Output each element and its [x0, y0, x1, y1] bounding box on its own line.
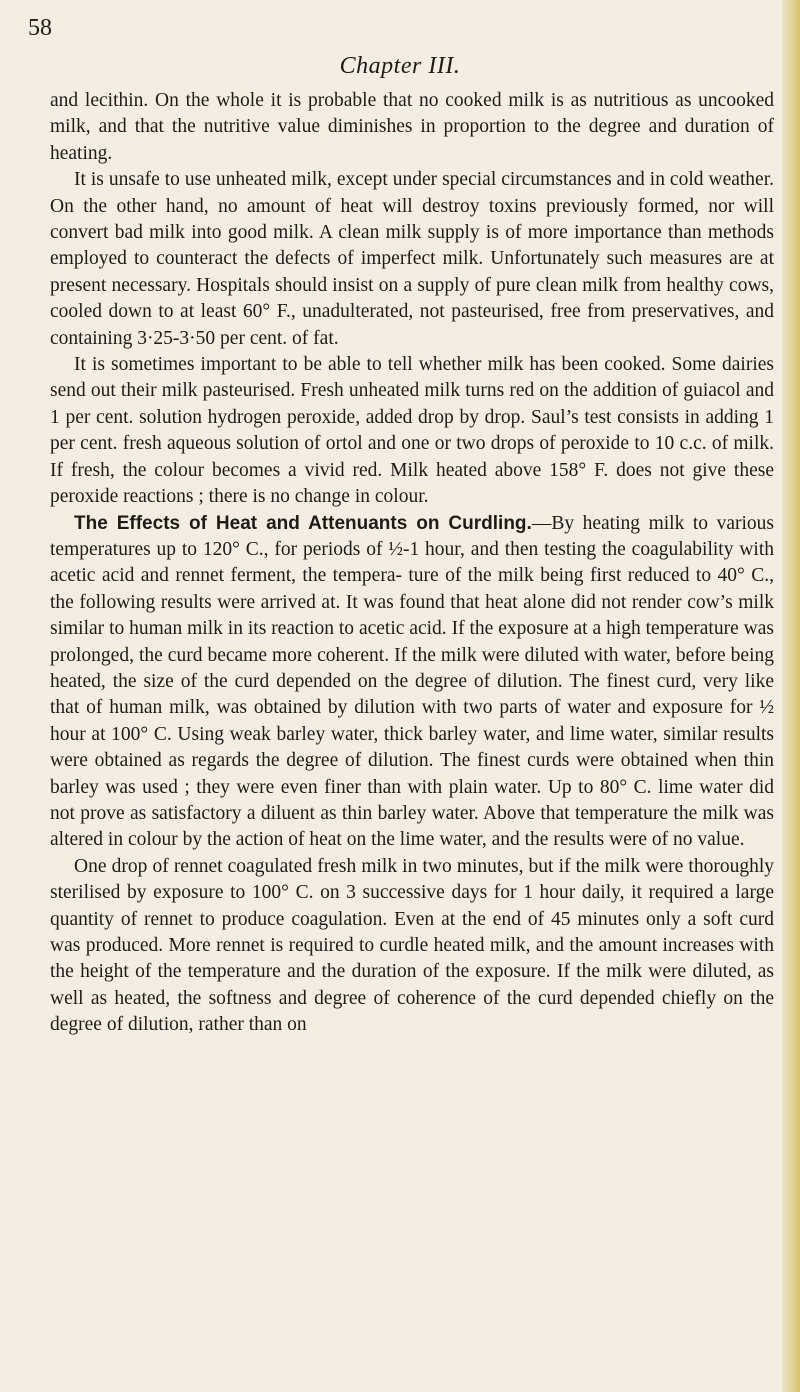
page-edge — [782, 0, 800, 1392]
body-text — [50, 88, 774, 1039]
paragraph-cooked-test: It is sometimes important to be able to tell whether milk has been cooked. Some dairies send out their milk pasteurised. Fresh unheated milk turns red on the addition of guiacol and 1 per cent. solution hydrogen peroxide, added drop by drop. Saul’s test consists in adding 1 per cent. fresh aqueous solution of ortol and one or two drops of peroxide to 10 c.c. of milk. If fresh, the colour becomes a vivid red. Milk heated above 158° F. does not give these peroxide reactions ; there is no change in colour. — [50, 354, 774, 508]
section-heading: The Effects of Heat and Attenuants on Curdling. — [74, 512, 532, 534]
paragraph-continued: and lecithin. On the whole it is probable that no cooked milk is as nutritious as uncooked milk, and that the nutritive value diminishes in proportion to the degree and duration of heating. — [50, 90, 774, 164]
paragraph-unheated-milk: It is unsafe to use unheated milk, except under special circumstances and in cold weather. On the other hand, no amount of heat will destroy toxins previously formed, nor will convert bad milk into good milk. A clean milk supply is of more importance than methods employed to counteract the defects of imperfect milk. Unfortunately such measures are at present necessary. Hospitals should insist on a supply of pure clean milk from healthy cows, cooled down to at least 60° F., unadulterated, not pasteurised, free from preservatives, and containing 3·25-3·50 per cent. of fat. — [50, 169, 774, 349]
paragraph-effects-text: —By heating milk to various temperatures up to 120° C., for periods of ½-1 hour, and then testing the coagulability with acetic acid and rennet ferment, the tempera- ture of the milk being first reduced to 40° C., the following results were arrived at. It was found that heat alone did not render cow’s milk similar to human milk in its reaction to acetic acid. If the exposure at a high temperature was prolonged, the curd became more coherent. If the milk were diluted with water, before being heated, the size of the curd depended on the degree of dilution. The finest curd, very like that of human milk, was obtained by dilution with two parts of water and exposure for ½ hour at 100° C. Using weak barley water, thick barley water, and lime water, similar results were obtained as regards the degree of dilution. The finest curds were obtained when thin barley was used ; they were even finer than with plain water. Up to 80° C. lime water did not prove as satisfactory a diluent as thin barley water. Above that temperature the milk was altered in colour by the action of heat on the lime water, and the results were of no value. — [50, 512, 774, 851]
paragraph-effects-of-heat — [50, 511, 774, 854]
page-number: 58 — [28, 15, 52, 41]
chapter-heading: Chapter III. — [339, 53, 461, 79]
paragraph-rennet: One drop of rennet coagulated fresh milk in two minutes, but if the milk were thoroughly sterilised by exposure to 100° C. on 3 successive days for 1 hour daily, it required a large quantity of rennet to produce coagulation. Even at the end of 45 minutes only a soft curd was produced. More rennet is required to curdle heated milk, and the amount increases with the height of the temperature and the duration of the exposure. If the milk were diluted, as well as heated, the softness and degree of coherence of the curd depended chiefly on the degree of dilution, rather than on — [50, 855, 774, 1036]
